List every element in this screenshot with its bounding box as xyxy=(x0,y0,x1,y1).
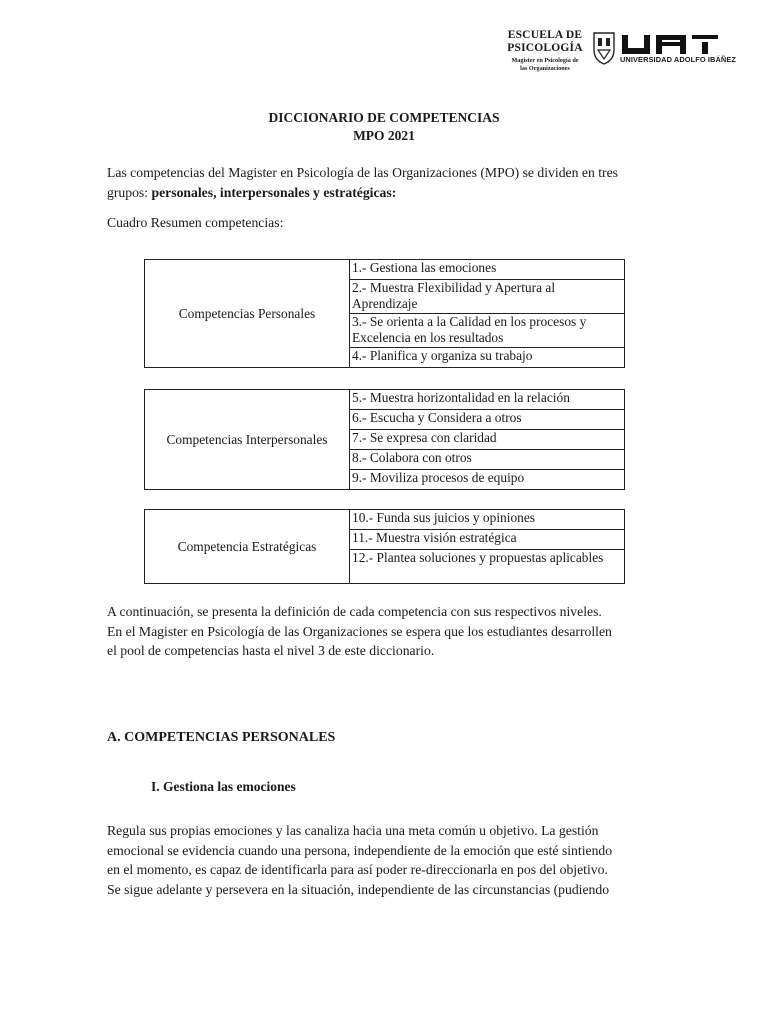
continuation-paragraph xyxy=(107,602,667,661)
competency-item: 11.- Muestra visión estratégica xyxy=(350,530,625,550)
competency-item: 8.- Colabora con otros xyxy=(350,450,625,470)
summary-label: Cuadro Resumen competencias: xyxy=(107,215,284,230)
school-program-line1: Magister en Psicología de xyxy=(511,57,579,64)
competency-item: 3.- Se orienta a la Calidad en los procesos y Excelencia en los resultados xyxy=(350,314,625,348)
competency-item: 1.- Gestiona las emociones xyxy=(350,260,625,280)
subsection-heading: I. Gestiona las emociones xyxy=(151,779,296,794)
section-a-line1: Regula sus propias emociones y las canaliza hacia una meta común u objetivo. La gestión xyxy=(107,823,599,838)
competency-item: 10.- Funda sus juicios y opiniones xyxy=(350,510,625,530)
competency-item: 4.- Planifica y organiza su trabajo xyxy=(350,348,625,368)
document-title: DICCIONARIO DE COMPETENCIAS xyxy=(268,110,500,125)
competency-item: 6.- Escucha y Considera a otros xyxy=(350,410,625,430)
university-name: UNIVERSIDAD ADOLFO IBÁÑEZ xyxy=(620,55,736,64)
intro-line2-prefix: grupos: xyxy=(107,184,152,200)
section-a-line4: Se sigue adelante y persevera en la situación, independiente de las circunstancias (pudiendo xyxy=(107,881,610,897)
competency-item: 5.- Muestra horizontalidad en la relación xyxy=(350,390,625,410)
intro-groups-emphasis: personales, interpersonales y estratégicas: xyxy=(151,184,397,200)
table-strategic xyxy=(144,509,625,584)
school-name-line2: PSICOLOGÍA xyxy=(507,42,583,54)
group-interpersonal: Competencias Interpersonales xyxy=(145,390,350,490)
school-program xyxy=(500,57,590,72)
intro-line1: Las competencias del Magister en Psicología de las Organizaciones (MPO) se dividen en tres xyxy=(107,165,618,180)
competency-item: 12.- Plantea soluciones y propuestas aplicables xyxy=(350,550,625,584)
section-a-line2: emocional se evidencia cuando una persona, independiente de la emoción que esté sintiendo xyxy=(107,842,613,858)
group-strategic: Competencia Estratégicas xyxy=(145,510,350,584)
group-personal: Competencias Personales xyxy=(145,260,350,368)
section-heading: A. COMPETENCIAS PERSONALES xyxy=(107,730,336,745)
continuation-line2: En el Magister en Psicología de las Organizaciones se espera que los estudiantes desarrollen xyxy=(107,623,612,639)
school-name xyxy=(496,29,594,55)
section-a-line3: en el momento, es capaz de identificarla para así poder re-direccionarla en pos del objetivo. xyxy=(107,862,608,877)
continuation-line3: el pool de competencias hasta el nivel 3 de este diccionario. xyxy=(107,643,435,658)
competency-item: 9.- Moviliza procesos de equipo xyxy=(350,470,625,490)
continuation-line1: A continuación, se presenta la definición de cada competencia con sus respectivos niveles. xyxy=(107,604,602,619)
university-crest-icon xyxy=(592,30,616,66)
intro-line2 xyxy=(107,183,667,203)
school-name-line1: ESCUELA DE xyxy=(507,29,583,41)
competency-item: 2.- Muestra Flexibilidad y Apertura al Aprendizaje xyxy=(350,280,625,314)
intro-paragraph xyxy=(107,163,667,202)
school-program-line2: las Organizaciones xyxy=(520,64,570,72)
table-interpersonal xyxy=(144,389,625,490)
section-a-paragraph xyxy=(107,821,667,899)
document-subtitle: MPO 2021 xyxy=(353,128,415,143)
competency-item: 7.- Se expresa con claridad xyxy=(350,430,625,450)
uai-logo-icon xyxy=(620,33,720,55)
table-personal xyxy=(144,259,625,368)
